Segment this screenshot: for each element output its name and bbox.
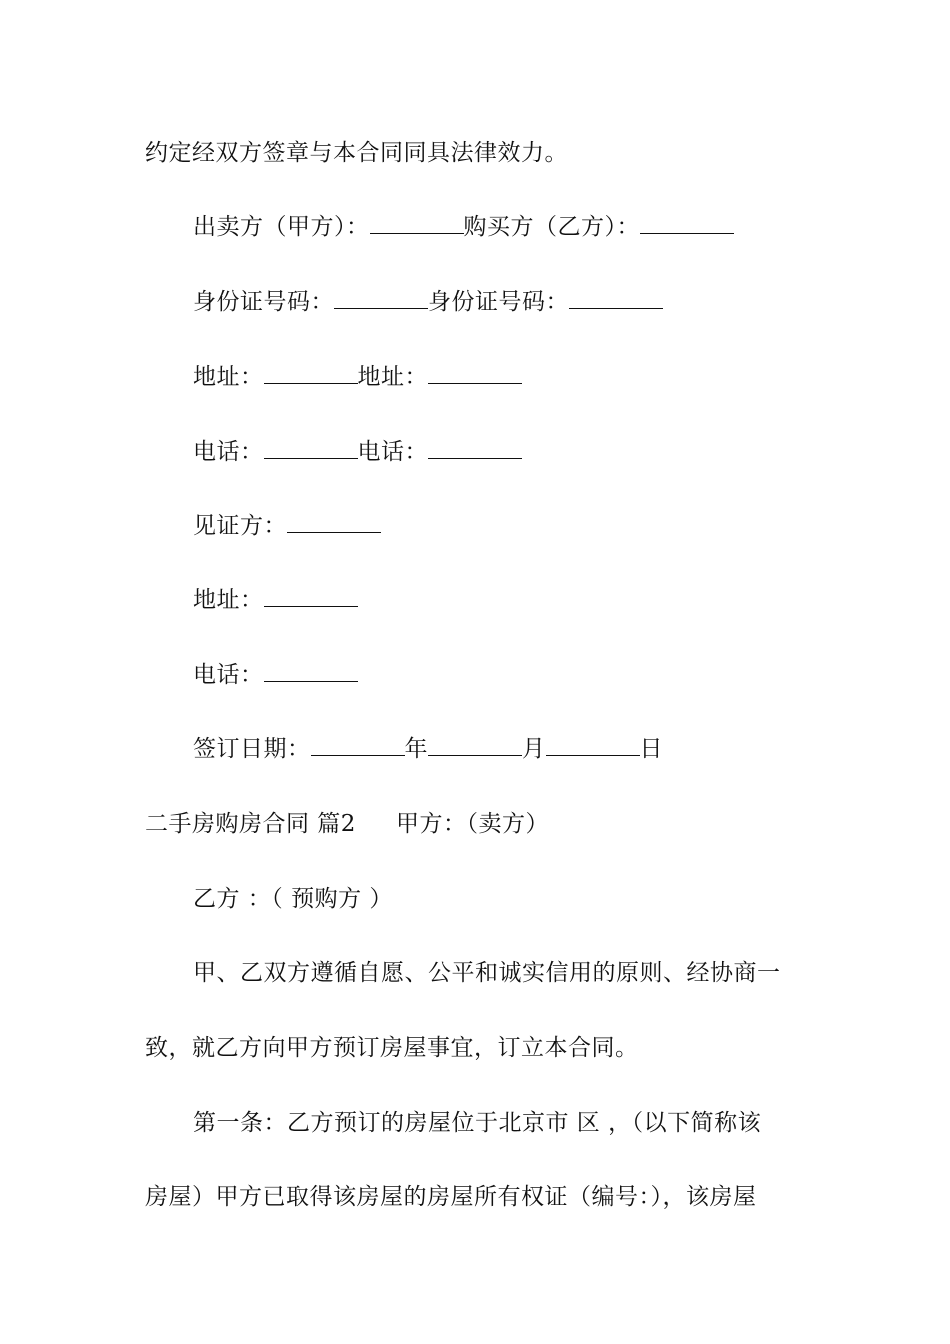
blank-field	[264, 363, 358, 384]
month-label: 月	[522, 736, 546, 762]
seller-label: 出卖方（甲方）：	[193, 214, 370, 240]
phone-label: 电话：	[193, 662, 264, 688]
blank-field	[640, 213, 734, 234]
blank-field	[370, 213, 464, 234]
blank-field	[311, 735, 405, 756]
signature-line-phone	[193, 437, 522, 467]
signature-line-id	[193, 287, 663, 317]
blank-field	[428, 438, 522, 459]
signature-line-address	[193, 362, 522, 392]
article-one-line: 第一条：乙方预订的房屋位于北京市 区 ，（以下简称该	[193, 1110, 762, 1136]
id-label: 身份证号码：	[428, 289, 569, 315]
address-label: 地址：	[193, 587, 264, 613]
paragraph-line: 房屋）甲方已取得该房屋的房屋所有权证（编号：），该房屋	[145, 1184, 757, 1210]
address-label: 地址：	[193, 364, 264, 390]
paragraph-line: 致，就乙方向甲方预订房屋事宜，订立本合同。	[145, 1035, 639, 1061]
paragraph-line: 甲、乙双方遵循自愿、公平和诚实信用的原则、经协商一	[193, 960, 781, 986]
address-label: 地址：	[357, 364, 428, 390]
buyer-label: 购买方（乙方）：	[463, 214, 640, 240]
blank-field	[264, 661, 358, 682]
blank-field	[287, 512, 381, 533]
year-label: 年	[404, 736, 428, 762]
blank-field	[569, 288, 663, 309]
witness-label: 见证方：	[193, 513, 287, 539]
signature-line-witness-phone	[193, 660, 358, 690]
party-a-label: 甲方：（卖方）	[395, 811, 549, 837]
blank-field	[546, 735, 640, 756]
signing-date-line	[193, 734, 663, 764]
phone-label: 电话：	[357, 439, 428, 465]
day-label: 日	[639, 736, 663, 762]
blank-field	[428, 363, 522, 384]
document-title: 二手房购房合同 篇2	[145, 811, 356, 837]
signature-line-witness-address	[193, 585, 358, 615]
blank-field	[334, 288, 428, 309]
blank-field	[264, 438, 358, 459]
party-b-line: 乙方 ：（ 预购方 ）	[193, 886, 393, 912]
date-label: 签订日期：	[193, 736, 311, 762]
signature-line-witness	[193, 511, 381, 541]
text-line: 约定经双方签章与本合同同具法律效力。	[145, 140, 568, 166]
phone-label: 电话：	[193, 439, 264, 465]
section-heading	[145, 809, 549, 839]
id-label: 身份证号码：	[193, 289, 334, 315]
signature-line-seller-buyer	[193, 212, 734, 242]
blank-field	[428, 735, 522, 756]
blank-field	[264, 586, 358, 607]
